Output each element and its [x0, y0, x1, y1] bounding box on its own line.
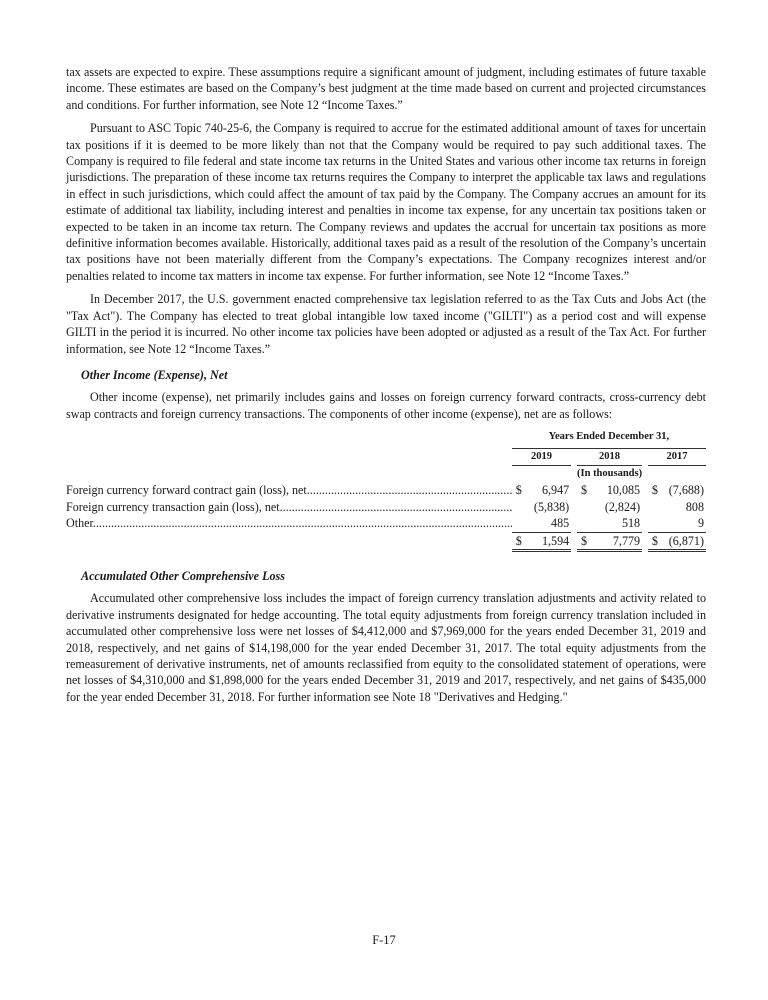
- page-number: F-17: [372, 933, 396, 947]
- currency-symbol: $: [651, 483, 658, 498]
- cell-value: 808: [685, 499, 704, 514]
- table-total-row: [66, 532, 706, 550]
- heading-aocl: Accumulated Other Comprehensive Loss: [81, 568, 285, 583]
- cell-value: (2,824): [604, 499, 641, 514]
- cell-value: (5,838): [533, 499, 570, 514]
- paragraph-tax-assets: tax assets are expected to expire. These assumptions require a significant amount of judgment, including estimates of future taxable income. These estimates are based on the Company’s best judgment at the time made based on current and projected circumstances and conditions. For further information, see Note 12 “Income Taxes.”: [66, 65, 706, 112]
- paragraph-tax-act: In December 2017, the U.S. government enacted comprehensive tax legislation referred to as the Tax Cuts and Jobs Act (the "Tax Act"). The Company has elected to treat global intangible low taxed income ("GILTI") as a period cost and will expense GILTI in the period it is incurred. No other income tax policies have been adopted or adjusted as a result of the Tax Act. For further information, see Note 12 “Income Taxes.”: [66, 292, 706, 356]
- currency-symbol: $: [577, 532, 593, 550]
- cell-value: 518: [621, 516, 641, 531]
- paragraph-uncertain-tax: Pursuant to ASC Topic 740-25-6, the Company is required to accrue for the estimated additional amount of taxes for uncertain tax positions if it is deemed to be more likely than not that the Company would be required to pay such additional taxes. The Company is required to file federal and state income tax returns in the United States and various other income tax returns in foreign jurisdictions. The preparation of these income tax returns requires the Company to interpret the applicable tax laws and regulations in effect in such jurisdictions, which could affect the amount of tax paid by the Company. The Company accrues an amount for its estimate of additional tax liability, including interest and penalties in income tax expense, for any uncertain tax positions taken or expected to be taken in an income tax return. The Company reviews and updates the accrual for uncertain tax positions as more definitive information becomes available. Historically, additional taxes paid as a result of the resolution of the Company’s uncertain tax positions have not been materially different from the Company’s expectations. The Company recognizes interest and/or penalties related to income tax matters in income tax expense. For further information, see Note 12 “Income Taxes.”: [66, 121, 706, 283]
- table-header-units: [66, 465, 706, 482]
- row-label: Foreign currency forward contract gain (loss), net: [66, 483, 307, 498]
- document-page: [66, 64, 706, 712]
- year-header: 2018: [577, 448, 642, 465]
- cell-value: 6,947: [541, 483, 570, 498]
- paragraph-aocl: Accumulated other comprehensive loss includes the impact of foreign currency translation adjustments and activity related to derivative instruments designated for hedge accounting. The total equity adjustments from foreign currency translation included in accumulated other comprehensive loss were net losses of $4,412,000 and $7,969,000 for the years ended December 31, 2019 and 2018, respectively, and net gains of $14,198,000 for the year ended December 31, 2017. The total equity adjustments from the remeasurement of derivative instruments, net of amounts reclassified from equity to the consolidated statement of operations, were net losses of $4,310,000 and $1,898,000 for the years ended December 31, 2019 and 2017, respectively, and net gains of $435,000 for the year ended December 31, 2018. For further information see Note 18 "Derivatives and Hedging.": [66, 591, 706, 704]
- total-value: 7,779: [593, 532, 642, 550]
- total-value: (6,871): [662, 532, 706, 550]
- period-header: Years Ended December 31,: [512, 429, 706, 448]
- table-row: [66, 499, 706, 515]
- unit-note: (In thousands): [577, 467, 643, 479]
- year-header: 2019: [512, 448, 571, 465]
- cell-value: 9: [697, 516, 704, 531]
- cell-value: (7,688): [668, 483, 704, 498]
- row-label: Foreign currency transaction gain (loss), net: [66, 499, 280, 514]
- heading-other-income: Other Income (Expense), Net: [81, 367, 228, 382]
- paragraph-other-income-intro: Other income (expense), net primarily includes gains and losses on foreign currency forward contracts, cross-currency debt swap contracts and foreign currency transactions. The components of other income (expense), net are as follows:: [66, 390, 706, 421]
- currency-symbol: $: [512, 532, 526, 550]
- year-header: 2017: [648, 448, 706, 465]
- cell-value: 10,085: [606, 483, 641, 498]
- table-header-period: [66, 429, 706, 448]
- table-row: [66, 482, 706, 498]
- row-label: Other: [66, 516, 93, 531]
- currency-symbol: $: [515, 483, 522, 498]
- table-header-years: [66, 448, 706, 465]
- total-value: 1,594: [526, 532, 571, 550]
- currency-symbol: $: [581, 483, 588, 498]
- cell-value: 485: [551, 516, 570, 531]
- currency-symbol: $: [648, 532, 662, 550]
- other-income-table: [66, 429, 706, 552]
- table-row: [66, 515, 706, 532]
